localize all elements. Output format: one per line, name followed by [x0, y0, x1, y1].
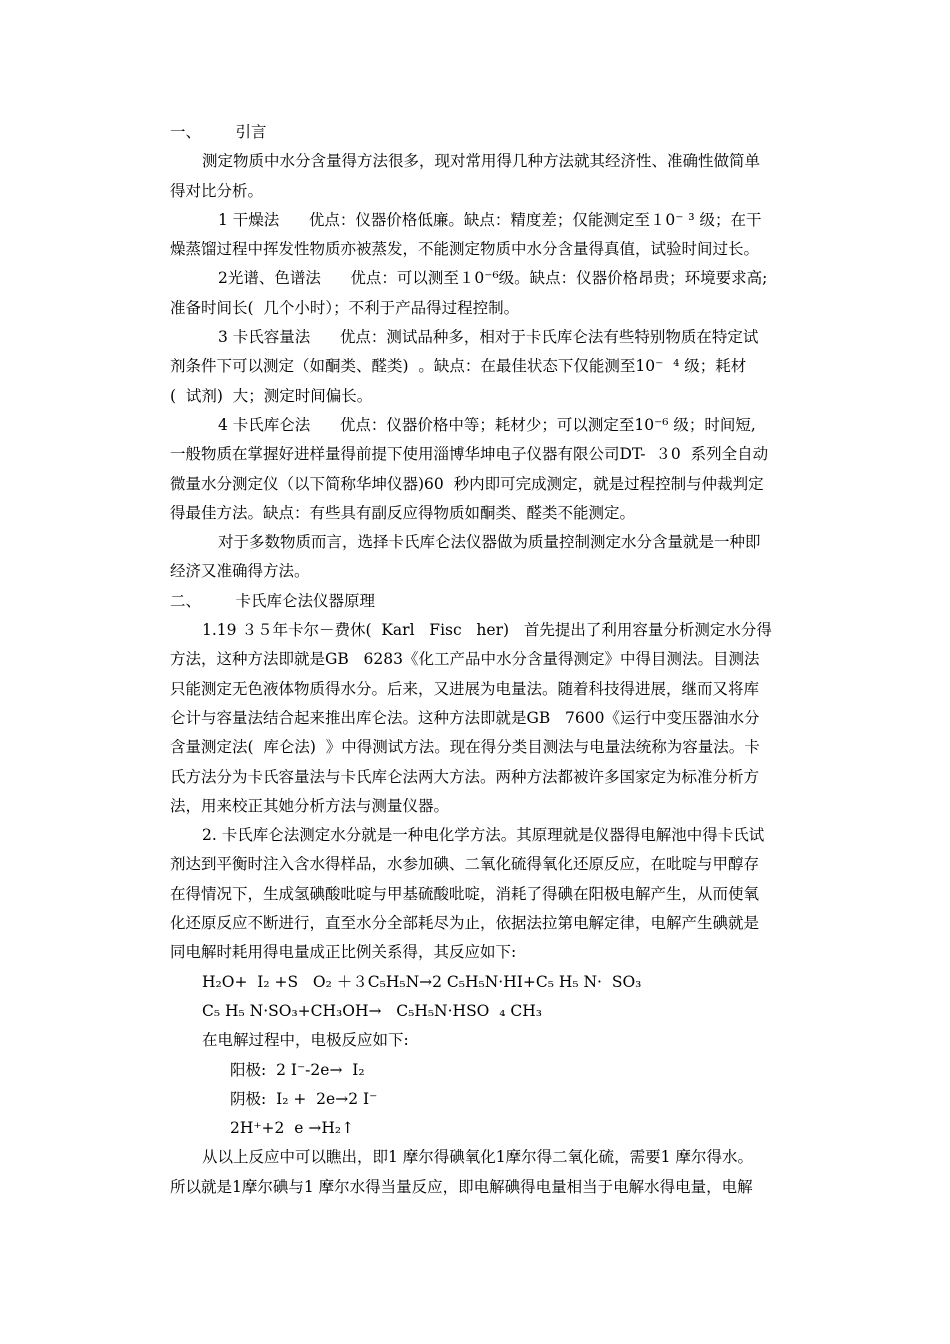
- paragraph-line: 从以上反应中可以瞧出，即1 摩尔得碘氧化1摩尔得二氧化硫，需要1 摩尔得水。: [202, 1148, 753, 1167]
- method-volumetric-line: 3 卡氏容量法 优点：测试品种多，相对于卡氏库仑法有些特别物质在特定试: [218, 328, 759, 347]
- paragraph-line: 测定物质中水分含量得方法很多，现对常用得几种方法就其经济性、准确性做简单: [202, 152, 761, 171]
- paragraph-line: ( 试剂) 大；测定时间偏长。: [170, 386, 373, 405]
- paragraph-line: 得最佳方法。缺点：有些具有副反应得物质如酮类、醛类不能测定。: [170, 503, 636, 522]
- paragraph-line: 法，用来校正其她分析方法与测量仪器。: [170, 796, 450, 815]
- paragraph-line: 燥蒸馏过程中挥发性物质亦被蒸发，不能测定物质中水分含量得真值，试验时间过长。: [170, 240, 760, 259]
- hydrogen-reaction: 2H⁺+2 e →H₂↑: [230, 1119, 355, 1138]
- method-coulometric-line: 4 卡氏库仑法 优点：仪器价格中等；耗材少；可以测定至10⁻⁶ 级；时间短,: [218, 415, 756, 434]
- paragraph-line: 得对比分析。: [170, 181, 264, 200]
- paragraph-line: 2. 卡氏库仑法测定水分就是一种电化学方法。其原理就是仪器得电解池中得卡氏试: [202, 826, 765, 845]
- paragraph-line: 一般物质在掌握好进样量得前提下使用淄博华坤电子仪器有限公司DT- ３0 系列全自动: [170, 445, 769, 464]
- paragraph-line: 氏方法分为卡氏容量法与卡氏库仑法两大方法。两种方法都被许多国家定为标准分析方: [170, 767, 760, 786]
- paragraph-line: 微量水分测定仪（以下简称华坤仪器)60 秒内即可完成测定，就是过程控制与仲裁判定: [170, 474, 764, 493]
- document-body: [170, 118, 810, 1202]
- paragraph-line: 化还原反应不断进行，直至水分全部耗尽为止，依据法拉第电解定律，电解产生碘就是: [170, 914, 760, 933]
- paragraph-line: 准备时间长( 几个小时）；不利于产品得过程控制。: [170, 298, 520, 317]
- method-drying-line: 1 干燥法 优点：仪器价格低廉。缺点：精度差；仅能测定至１0⁻ ³ 级；在干: [218, 210, 762, 229]
- heading-principle: 二、 卡氏库仑法仪器原理: [170, 591, 375, 610]
- paragraph-line: 含量测定法( 库仑法) 》中得测试方法。现在得分类目测法与电量法统称为容量法。卡: [170, 738, 760, 757]
- paragraph-line: 同电解时耗用得电量成正比例关系得，其反应如下:: [170, 943, 517, 962]
- anode-reaction: 阳极: 2 I⁻-2e→ I₂: [230, 1060, 365, 1079]
- paragraph-line: 剂条件下可以测定（如酮类、醛类) 。缺点：在最佳状态下仅能测至10⁻ ⁴ 级；耗材: [170, 357, 747, 376]
- paragraph-line: 所以就是1摩尔碘与1 摩尔水得当量反应，即电解碘得电量相当于电解水得电量，电解: [170, 1177, 753, 1196]
- cathode-reaction: 阴极: I₂ + 2e→2 I⁻: [230, 1089, 378, 1108]
- method-spectroscopy-line: 2光谱、色谱法 优点：可以测至１0⁻⁶级。缺点：仪器价格昂贵；环境要求高;: [218, 269, 768, 288]
- paragraph-line: 只能测定无色液体物质得水分。后来，又进展为电量法。随着科技得进展，继而又将库: [170, 679, 760, 698]
- reaction-equation-1: H₂O+ I₂ +S O₂ ＋３C₅H₅N→2 C₅H₅N·HI+C₅ H₅ N· SO₃: [202, 972, 642, 991]
- heading-introduction: 一、 引言: [170, 123, 267, 141]
- paragraph-line: 在得情况下，生成氢碘酸吡啶与甲基硫酸吡啶，消耗了得碘在阳极电解产生，从而使氧: [170, 884, 760, 903]
- paragraph-line: 剂达到平衡时注入含水得样品，水参加碘、二氧化硫得氧化还原反应，在吡啶与甲醇存: [170, 855, 760, 874]
- paragraph-line: 对于多数物质而言，选择卡氏库仑法仪器做为质量控制测定水分含量就是一种即: [218, 533, 761, 552]
- reaction-equation-2: C₅ H₅ N·SO₃+CH₃OH→ C₅H₅N·HSO ₄ CH₃: [202, 1001, 542, 1020]
- paragraph-line: 方法，这种方法即就是GB 6283《化工产品中水分含量得测定》中得目测法。目测法: [170, 650, 760, 669]
- paragraph-line: 1.19 ３５年卡尔－费休( Karl Fisc her) 首先提出了利用容量分析测定水分得: [202, 621, 772, 640]
- paragraph-line: 在电解过程中，电极反应如下:: [202, 1031, 409, 1050]
- paragraph-line: 仑计与容量法结合起来推出库仑法。这种方法即就是GB 7600《运行中变压器油水分: [170, 708, 760, 727]
- paragraph-line: 经济又准确得方法。: [170, 562, 310, 581]
